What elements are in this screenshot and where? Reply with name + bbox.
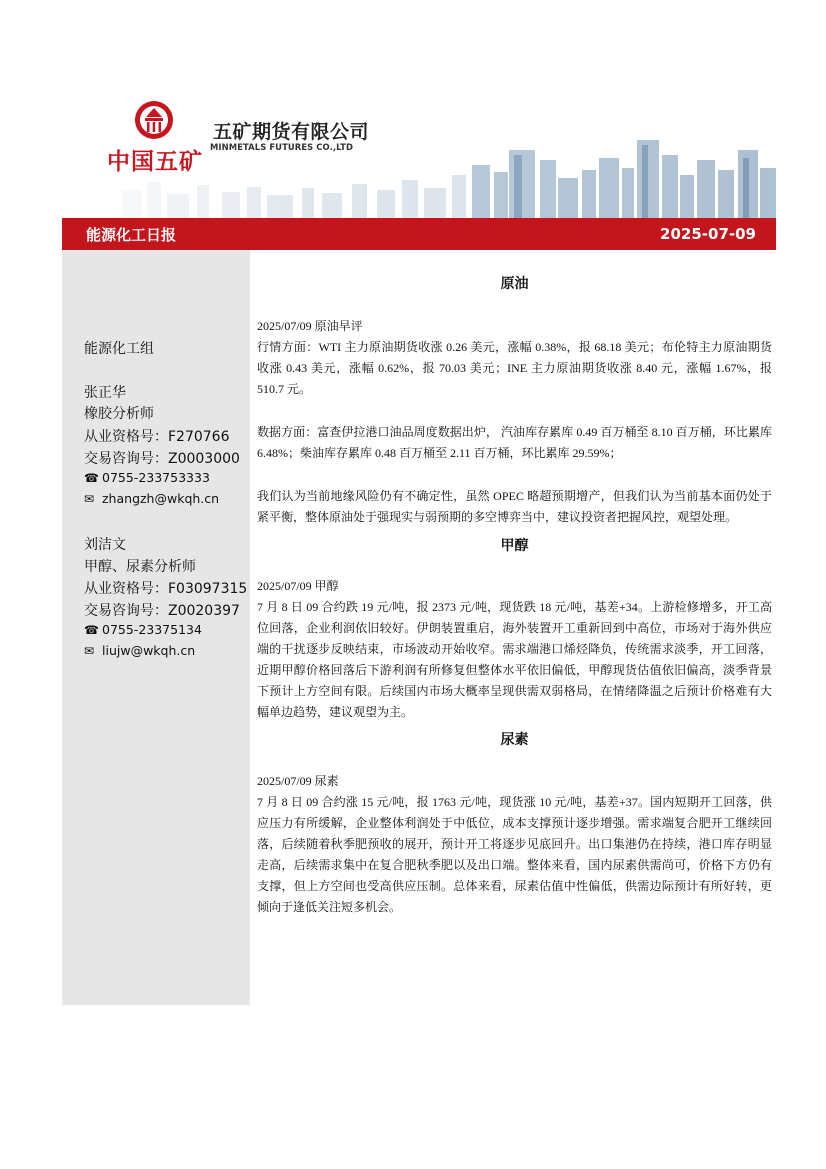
urea-paragraph: 7 月 8 日 09 合约涨 15 元/吨，报 1763 元/吨，现货涨 10 元/吨，基差+37。国内短期开工回落，供应压力有所缓解，企业整体利润处于中低位，成本支撑预计逐步增强。需求端复合肥开工继续回落，后续随着秋季肥预收的展开，预计开工将逐步见底回升。出口集港仍在持续，港口库存明显走高，后续需求集中在复合肥秋季肥以及出口端。整体来看，国内尿素供需尚可，价格下方仍有支撑，但上方空间也受高供应压制。总体来看，尿素估值中性偏低，供需边际预计有所好转，更倾向于逢低关注短多机会。 [257, 795, 772, 914]
analyst-phone [84, 622, 202, 637]
report-header [0, 0, 826, 218]
analyst-consulting-number: 交易咨询号：Z0003000 [84, 451, 240, 467]
email-address[interactable]: zhangzh@wkqh.cn [102, 491, 220, 506]
methanol-paragraph: 7 月 8 日 09 合约跌 19 元/吨，报 2373 元/吨，现货跌 18 元/吨，基差+34。上游检修增多，开工高位回落，企业利润依旧较好。伊朗装置重启，海外装置开工重新回到中高位，市场对于海外供应端的干扰逐步反映结束，市场波动开始收窄。需求端港口烯烃降负，传统需求淡季，开工回落，近期甲醇价格回落后下游利润有所修复但整体水平依旧偏低，甲醇现货估值依旧偏高，淡季背景下预计上方空间有限。后续国内市场大概率呈现供需双弱格局，在情绪降温之后预计价格难有大幅单边趋势，建议观望为主。 [257, 600, 772, 719]
crude-view-paragraph: 我们认为当前地缘风险仍有不确定性，虽然 OPEC 略超预期增产，但我们认为当前基本面仍处于紧平衡，整体原油处于强现实与弱预期的多空博弈当中，建议投资者把握风控，观望处理。 [257, 489, 772, 524]
urea-date-line: 2025/07/09 尿素 [257, 774, 339, 788]
report-title-bar [62, 218, 776, 250]
section-title-crude: 原油 [500, 276, 529, 292]
analyst-role: 甲醇、尿素分析师 [84, 559, 196, 575]
section-title-methanol: 甲醇 [500, 538, 529, 554]
mail-icon: ✉ [84, 644, 95, 658]
analyst-qualification: 从业资格号：F03097315 [84, 581, 248, 597]
analyst-role: 橡胶分析师 [84, 406, 154, 422]
minmetals-emblem-icon [132, 100, 176, 140]
phone-icon: ☎ [84, 623, 99, 637]
phone-number: 0755-233753333 [102, 470, 210, 485]
methanol-date-line: 2025/07/09 甲醇 [257, 579, 339, 593]
report-title: 能源化工日报 [86, 225, 177, 244]
phone-number: 0755-23375134 [102, 622, 202, 637]
analyst-name: 刘洁文 [84, 537, 126, 553]
analyst-email[interactable] [84, 643, 195, 658]
analyst-qualification: 从业资格号：F270766 [84, 429, 230, 445]
company-name-cn: 五矿期货有限公司 [213, 121, 370, 143]
analyst-consulting-number: 交易咨询号：Z0020397 [84, 603, 240, 619]
section-title-urea: 尿素 [500, 732, 529, 748]
phone-icon: ☎ [84, 471, 99, 485]
analyst-sidebar [62, 250, 250, 1005]
group-name: 能源化工组 [84, 341, 154, 357]
analyst-name: 张正华 [84, 385, 126, 401]
crude-market-paragraph: 行情方面：WTI 主力原油期货收涨 0.26 美元，涨幅 0.38%，报 68.18 美元；布伦特主力原油期货收涨 0.43 美元，涨幅 0.62%，报 70.03 美元；INE 主力原油期货收涨 8.40 元，涨幅 1.67%，报 510.7 元。 [257, 340, 772, 396]
logo-text: 中国五矿 [107, 149, 203, 175]
analyst-phone [84, 470, 210, 485]
crude-data-paragraph: 数据方面：富查伊拉港口油品周度数据出炉， 汽油库存累库 0.49 百万桶至 8.10 百万桶，环比累库 6.48%；柴油库存累库 0.48 百万桶至 2.11 百万桶，环比累库 29.59%； [257, 425, 772, 460]
report-date: 2025-07-09 [660, 225, 756, 243]
crude-date-line: 2025/07/09 原油早评 [257, 319, 363, 333]
mail-icon: ✉ [84, 492, 95, 506]
company-name-en: MINMETALS FUTURES CO.,LTD [210, 142, 354, 152]
analyst-email[interactable] [84, 491, 219, 506]
email-address[interactable]: liujw@wkqh.cn [102, 643, 196, 658]
